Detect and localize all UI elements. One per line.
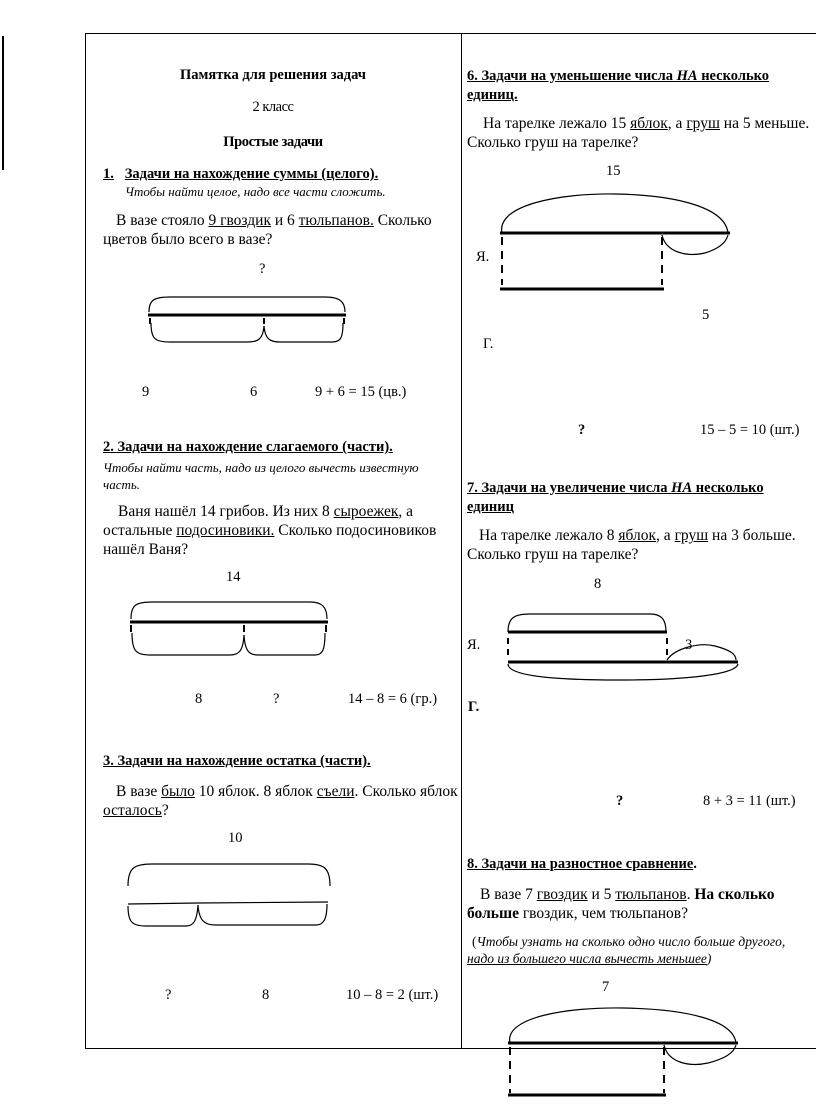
task1-part1-label: 9 [142,384,150,400]
task1-title: Задачи на нахождение суммы (целого). [124,166,379,182]
task8-total-oval [510,1008,736,1043]
task7-answer-label: ? [616,793,624,809]
task8-title: 8. Задачи на разностное сравнение. [467,856,697,872]
task3-segment-right [198,902,328,903]
task6-answer-label: ? [578,422,586,438]
task3-part2-brace [198,904,327,925]
task6-title-line2: единиц. [467,87,518,103]
task3-part1-label: ? [165,987,172,1003]
task7-title-line1: 7. Задачи на увеличение числа НА несколько [467,480,764,496]
table-top-border [85,33,816,34]
task8-rule-line1: (Чтобы узнать на сколько одно число больше другого, [472,934,786,949]
task1-total-brace [149,297,345,312]
task7-pears-oval [508,664,738,680]
task7-apples-label: Я. [467,637,481,653]
task8-total-label: 7 [602,979,610,995]
task6-total-oval [502,194,728,233]
task3-text-line1: В вазе было 10 яблок. 8 яблок съели. Сколько яблок [116,783,458,800]
task6-apples-label: Я. [476,249,490,265]
task8-rule-line2: надо из большего числа вычесть меньшее) [467,951,712,966]
task6-solution: 15 – 5 = 10 (шт.) [700,422,800,438]
table-left-border [85,33,86,1049]
task7-text-line1: На тарелке лежало 8 яблок, а груш на 3 больше. [479,527,796,544]
task2-text-line3: нашёл Ваня? [103,541,189,558]
task7-diagram [500,598,745,683]
task2-total-brace [131,602,327,619]
task6-diff-label: 5 [702,307,710,323]
task7-diff-label: 3 [685,637,693,653]
task6-diagram [490,185,740,300]
task1-number: 1. [103,166,114,182]
task2-rule-line1: Чтобы найти часть, надо из целого вычесть известную [103,460,419,475]
task1-text-line2: цветов было всего в вазе? [103,231,273,248]
task7-pears-label: Г. [468,699,480,715]
task1-text-line1: В вазе стояло 9 гвоздик и 6 тюльпанов. Сколько [116,212,432,229]
task1-total-label: ? [259,261,266,277]
task6-title-line1: 6. Задачи на уменьшение числа НА несколько [467,68,770,84]
task2-part2-brace [244,633,325,655]
task2-solution: 14 – 8 = 6 (гр.) [348,691,438,707]
task2-text-line2: остальные подосиновики. Сколько подосиновиков [103,522,437,539]
task2-part1-label: 8 [195,691,203,707]
task8-diagram [498,1003,743,1115]
task7-diff-brace [667,645,736,660]
task6-text-line2: Сколько груш на тарелке? [467,134,639,151]
task7-total-label: 8 [594,576,602,592]
task6-diff-brace [662,235,728,254]
task3-text-line2: осталось? [103,802,169,819]
task6-total-label: 15 [606,163,621,179]
task2-part1-brace [132,633,244,655]
left-margin-line [2,36,4,170]
task8-text-line2: больше гвоздик, чем тюльпанов? [467,905,688,922]
task2-total-label: 14 [226,569,241,585]
task3-total-label: 10 [228,830,243,846]
task2-text-line1: Ваня нашёл 14 грибов. Из них 8 сыроежек, а [118,503,414,520]
section-title: Простые задачи [223,134,323,150]
task8-text-line1: В вазе 7 гвоздик и 5 тюльпанов. На сколько [480,886,775,903]
task1-part1-brace [151,323,264,342]
task3-part2-label: 8 [262,987,270,1003]
task7-title-line2: единиц [467,499,514,515]
task6-text-line1: На тарелке лежало 15 яблок, а груш на 5 меньше. [483,115,810,132]
task3-solution: 10 – 8 = 2 (шт.) [346,987,439,1003]
task7-solution: 8 + 3 = 11 (шт.) [703,793,796,809]
task2-rule-line2: часть. [103,477,141,492]
task1-rule: Чтобы найти целое, надо все части сложить. [125,184,386,199]
task8-diff-brace [664,1045,736,1064]
task7-total-brace [508,614,666,632]
task3-title: 3. Задачи на нахождение остатка (части). [103,753,371,769]
task3-total-brace [128,864,330,886]
task2-part2-label: ? [273,691,280,707]
task7-text-line2: Сколько груш на тарелке? [467,546,639,563]
task1-diagram [140,290,355,360]
task2-title: 2. Задачи на нахождение слагаемого (части). [103,439,393,455]
page-title: Памятка для решения задач [180,67,366,83]
task1-solution: 9 + 6 = 15 (цв.) [315,384,407,400]
task3-part1-brace [128,905,198,926]
task3-diagram [120,858,340,938]
table-column-divider [461,33,462,1049]
task1-part2-brace [264,323,343,342]
grade-label: 2 класс [252,99,294,115]
task3-segment-left [128,903,198,904]
task1-part2-label: 6 [250,384,258,400]
task2-diagram [122,597,337,667]
task6-pears-label: Г. [483,336,494,352]
